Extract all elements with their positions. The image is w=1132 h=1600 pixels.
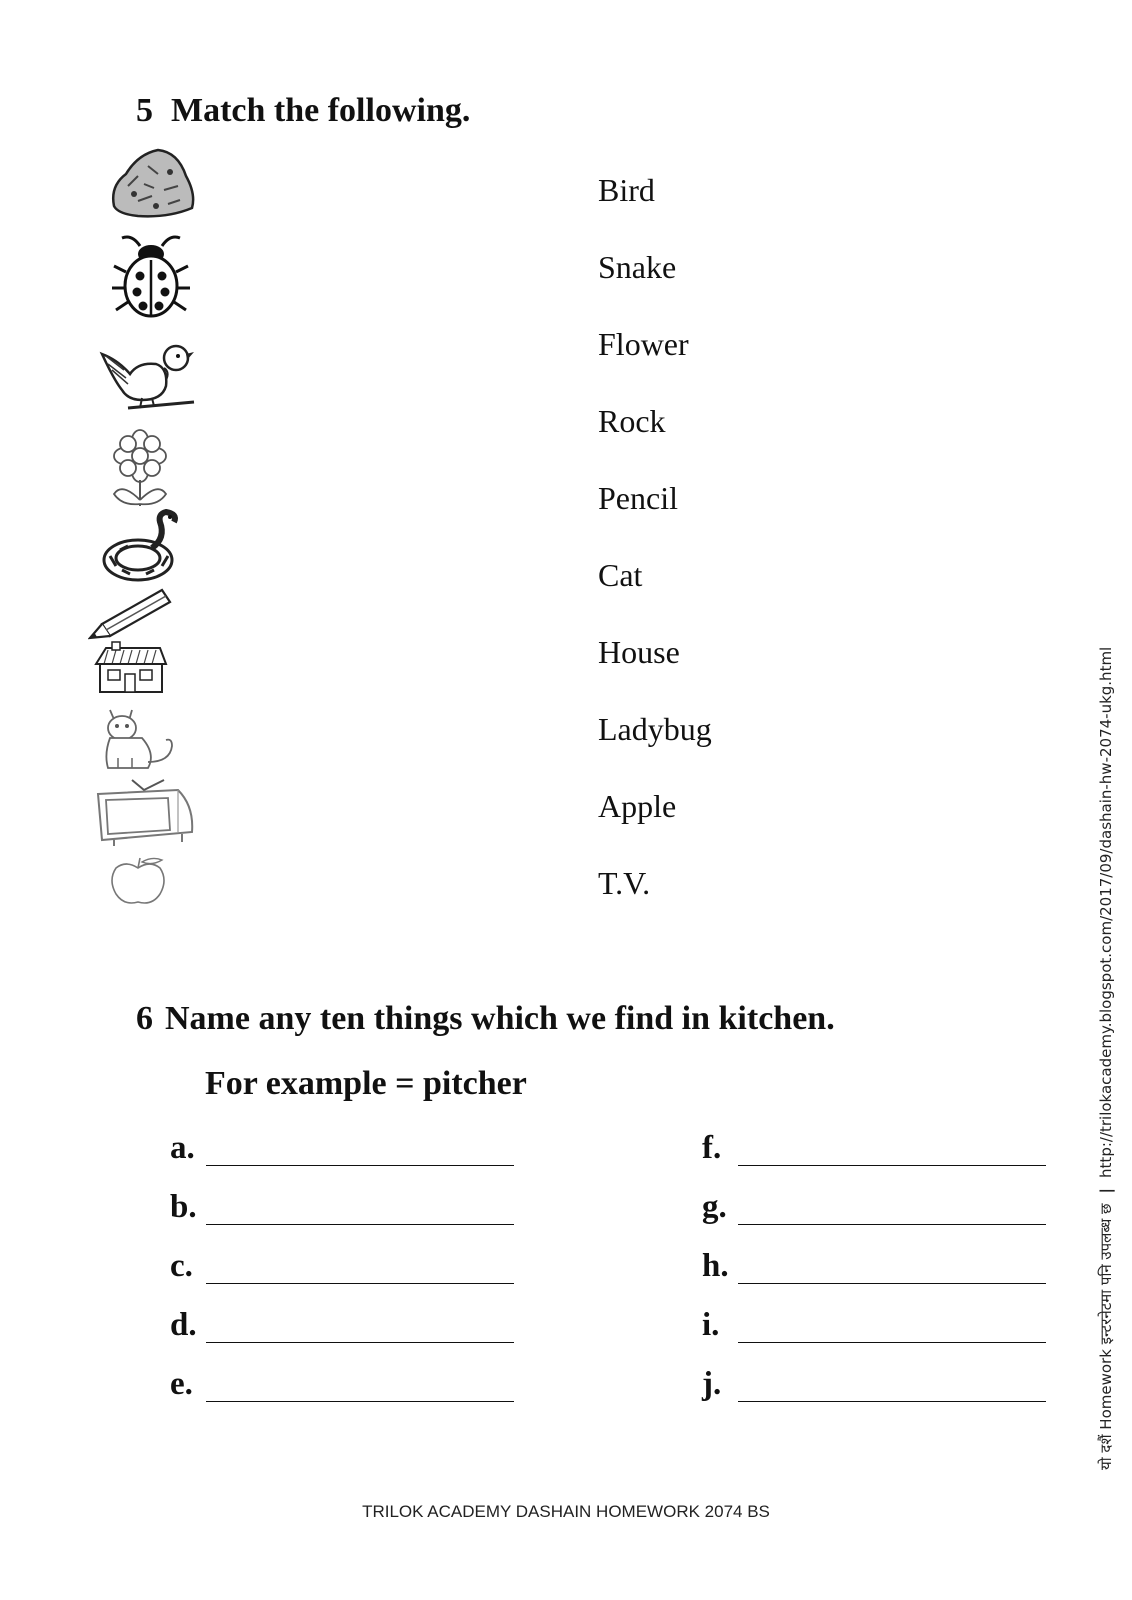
- blank-line[interactable]: [206, 1401, 514, 1402]
- side-separator: |: [1097, 1187, 1115, 1194]
- blank-line[interactable]: [738, 1283, 1046, 1284]
- answer-line-a[interactable]: [170, 1130, 206, 1167]
- answer-line-i[interactable]: [702, 1307, 738, 1344]
- match-word: T.V.: [598, 865, 651, 901]
- example-text: For example = pitcher: [205, 1065, 527, 1102]
- answer-line-f[interactable]: [702, 1130, 738, 1167]
- answer-label: e.: [170, 1366, 193, 1402]
- question-5-title: [136, 92, 470, 130]
- question-number: 6: [136, 1000, 153, 1037]
- answer-label: j.: [702, 1366, 722, 1402]
- match-word: Bird: [598, 172, 655, 208]
- flower-icon: [108, 428, 172, 508]
- question-text: Name any ten things which we find in kitchen.: [165, 1000, 835, 1037]
- blank-line[interactable]: [206, 1342, 514, 1343]
- answer-label: f.: [702, 1130, 722, 1166]
- rock-icon: [108, 146, 198, 220]
- match-word: Flower: [598, 326, 689, 362]
- answer-label: h.: [702, 1248, 729, 1284]
- pencil-icon: [88, 584, 174, 640]
- footer-text: TRILOK ACADEMY DASHAIN HOMEWORK 2074 BS: [362, 1502, 770, 1521]
- match-word: Ladybug: [598, 711, 712, 747]
- answer-label: g.: [702, 1189, 727, 1225]
- match-word: Cat: [598, 557, 643, 593]
- answer-label: a.: [170, 1130, 195, 1166]
- snake-icon: [100, 508, 180, 584]
- answer-line-g[interactable]: [702, 1189, 738, 1226]
- match-word: Pencil: [598, 480, 678, 516]
- question-6-title: [136, 1000, 835, 1038]
- apple-icon: [108, 856, 168, 908]
- answer-line-b[interactable]: [170, 1189, 206, 1226]
- answer-line-c[interactable]: [170, 1248, 206, 1285]
- match-word: Rock: [598, 403, 666, 439]
- blank-line[interactable]: [738, 1224, 1046, 1225]
- answer-line-d[interactable]: [170, 1307, 206, 1344]
- blank-line[interactable]: [206, 1224, 514, 1225]
- match-word: House: [598, 634, 680, 670]
- cat-icon: [98, 702, 178, 772]
- blank-line[interactable]: [738, 1342, 1046, 1343]
- bird-icon: [98, 340, 196, 416]
- blank-line[interactable]: [206, 1165, 514, 1166]
- answer-line-e[interactable]: [170, 1366, 206, 1403]
- answer-line-h[interactable]: [702, 1248, 738, 1285]
- answer-label: c.: [170, 1248, 193, 1284]
- blank-line[interactable]: [738, 1401, 1046, 1402]
- ladybug-icon: [110, 232, 192, 320]
- question-text: Match the following.: [171, 92, 471, 129]
- tv-icon: [94, 776, 202, 848]
- answer-line-j[interactable]: [702, 1366, 738, 1403]
- answer-label: d.: [170, 1307, 197, 1343]
- question-number: 5: [136, 92, 153, 129]
- house-icon: [94, 640, 168, 696]
- match-word: Apple: [598, 788, 677, 824]
- side-url-link[interactable]: http://trilokacademy.blogspot.com/2017/09/dashain-hw-2074-ukg.html: [1097, 646, 1115, 1178]
- answer-label: b.: [170, 1189, 197, 1225]
- side-devanagari-text: यो दशैं Homework इन्टरनेटमा पनि उपलब्ध छ: [1097, 1203, 1115, 1470]
- blank-line[interactable]: [738, 1165, 1046, 1166]
- match-word: Snake: [598, 249, 677, 285]
- answer-label: i.: [702, 1307, 720, 1343]
- side-note: [1096, 647, 1116, 1470]
- blank-line[interactable]: [206, 1283, 514, 1284]
